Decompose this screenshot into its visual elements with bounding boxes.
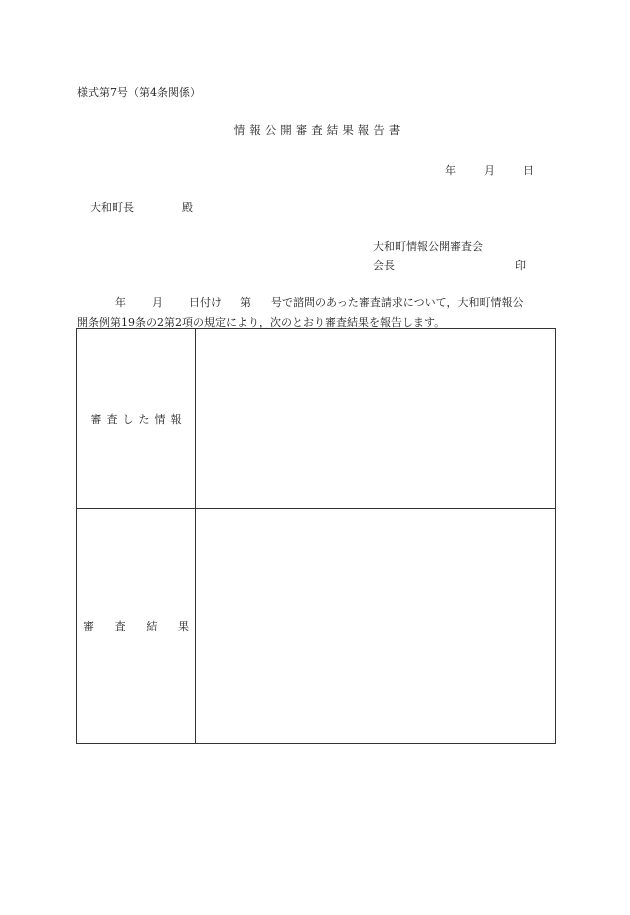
- reviewed-info-label-cell: [77, 329, 196, 509]
- document-title: 情報公開審査結果報告書: [233, 123, 405, 137]
- body-number-prefix: 第: [240, 296, 251, 309]
- body-day-dated: 日付け: [189, 296, 222, 309]
- review-result-field[interactable]: [196, 509, 556, 744]
- report-table: [76, 328, 556, 744]
- review-result-char: 審: [83, 620, 94, 633]
- sender-role: 会長: [373, 259, 395, 272]
- table-row: [77, 509, 556, 744]
- review-result-label: [77, 618, 195, 634]
- body-line-1: [115, 294, 523, 310]
- body-month: 月: [152, 296, 163, 309]
- date-day: 日: [523, 164, 534, 177]
- review-result-char: 果: [177, 620, 189, 633]
- review-result-char: 結: [146, 620, 158, 633]
- addressee: [90, 199, 193, 215]
- table-row: [77, 329, 556, 509]
- review-result-char: 査: [114, 620, 126, 633]
- date-month: 月: [484, 164, 495, 177]
- date-line: [445, 162, 534, 178]
- form-number: 様式第7号（第4条関係）: [77, 86, 201, 99]
- body-year: 年: [115, 296, 126, 309]
- seal-mark: 印: [515, 259, 526, 272]
- addressee-honorific: 殿: [182, 201, 193, 214]
- review-result-label-cell: [77, 509, 196, 744]
- addressee-name: 大和町長: [90, 201, 134, 214]
- sender-organization: 大和町情報公開審査会: [373, 240, 483, 253]
- date-year: 年: [445, 164, 456, 177]
- reviewed-info-field[interactable]: [196, 329, 556, 509]
- body-line-2: 開条例第19条の2第2項の規定により，次のとおり審査結果を報告します。: [77, 316, 446, 329]
- body-text-1: 号で諮問のあった審査請求について，大和町情報公: [271, 296, 524, 309]
- reviewed-info-label: 審査した情報: [90, 412, 187, 426]
